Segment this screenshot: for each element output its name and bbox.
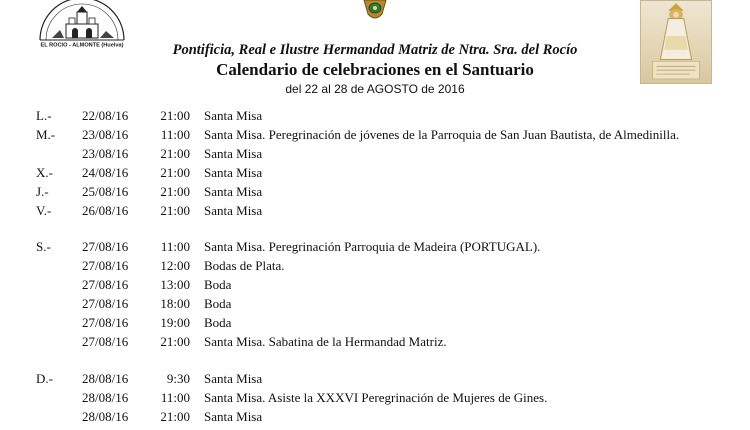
time-cell: 21:00 <box>160 334 190 349</box>
day-cell: J.- <box>36 184 49 199</box>
schedule-row <box>0 388 750 407</box>
event-cell: Santa Misa. Sabatina de la Hermandad Matriz. <box>204 334 447 349</box>
date-cell: 23/08/16 <box>82 127 129 142</box>
seal-caption: EL ROCIO - ALMONTE (Huelva) <box>40 42 124 48</box>
time-cell: 21:00 <box>160 184 190 199</box>
day-cell: S.- <box>36 239 51 254</box>
time-cell: 13:00 <box>160 277 190 292</box>
event-cell: Boda <box>204 277 232 292</box>
day-cell: V.- <box>36 203 52 218</box>
schedule-row <box>0 144 750 163</box>
event-cell: Santa Misa <box>204 184 263 199</box>
date-cell: 28/08/16 <box>82 390 129 405</box>
event-cell: Santa Misa <box>204 165 263 180</box>
date-cell: 23/08/16 <box>82 146 129 161</box>
date-cell: 26/08/16 <box>82 203 129 218</box>
event-cell: Santa Misa. Peregrinación Parroquia de Madeira (PORTUGAL). <box>204 239 541 254</box>
schedule-row <box>0 256 750 275</box>
schedule-row <box>0 407 750 426</box>
date-cell: 27/08/16 <box>82 296 129 311</box>
schedule-row <box>0 313 750 332</box>
date-cell: 27/08/16 <box>82 315 129 330</box>
date-cell: 28/08/16 <box>82 409 129 424</box>
event-cell: Bodas de Plata. <box>204 258 285 273</box>
time-cell: 21:00 <box>160 165 190 180</box>
time-cell: 11:00 <box>160 239 190 254</box>
time-cell: 19:00 <box>160 315 190 330</box>
schedule-row <box>0 332 750 351</box>
schedule-row <box>0 294 750 313</box>
time-cell: 12:00 <box>160 258 190 273</box>
event-cell: Santa Misa. Asiste la XXXVI Peregrinación de Mujeres de Gines. <box>204 390 548 405</box>
event-cell: Santa Misa <box>204 146 263 161</box>
schedule-row <box>0 163 750 182</box>
event-cell: Santa Misa <box>204 108 263 123</box>
time-cell: 11:00 <box>160 127 190 142</box>
schedule-row <box>0 182 750 201</box>
schedule-row <box>0 275 750 294</box>
event-cell: Boda <box>204 315 232 330</box>
day-cell: L.- <box>36 108 52 123</box>
day-cell: D.- <box>36 371 53 386</box>
date-cell: 27/08/16 <box>82 258 129 273</box>
event-cell: Santa Misa <box>204 409 263 424</box>
date-cell: 28/08/16 <box>82 371 129 386</box>
date-cell: 24/08/16 <box>82 165 129 180</box>
schedule-row <box>0 125 750 144</box>
time-cell: 21:00 <box>160 203 190 218</box>
time-cell: 21:00 <box>160 409 190 424</box>
event-cell: Santa Misa <box>204 371 263 386</box>
time-cell: 9:30 <box>166 371 190 386</box>
date-cell: 27/08/16 <box>82 277 129 292</box>
event-cell: Boda <box>204 296 232 311</box>
schedule-row <box>0 201 750 220</box>
date-range: del 22 al 28 de AGOSTO de 2016 <box>285 82 465 96</box>
date-cell: 22/08/16 <box>82 108 129 123</box>
time-cell: 21:00 <box>160 108 190 123</box>
date-cell: 27/08/16 <box>82 334 129 349</box>
time-cell: 18:00 <box>160 296 190 311</box>
date-cell: 27/08/16 <box>82 239 129 254</box>
page-title: Calendario de celebraciones en el Santuario <box>216 60 534 79</box>
time-cell: 11:00 <box>160 390 190 405</box>
brotherhood-name: Pontificia, Real e Ilustre Hermandad Matriz de Ntra. Sra. del Rocío <box>172 42 578 58</box>
event-cell: Santa Misa. Peregrinación de jóvenes de la Parroquia de San Juan Bautista, de Almedinilla. <box>204 127 680 142</box>
date-cell: 25/08/16 <box>82 184 129 199</box>
day-cell: X.- <box>36 165 53 180</box>
day-cell: M.- <box>36 127 56 142</box>
schedule-row <box>0 106 750 125</box>
schedule-row <box>0 237 750 256</box>
schedule-row <box>0 369 750 388</box>
time-cell: 21:00 <box>160 146 190 161</box>
event-cell: Santa Misa <box>204 203 263 218</box>
